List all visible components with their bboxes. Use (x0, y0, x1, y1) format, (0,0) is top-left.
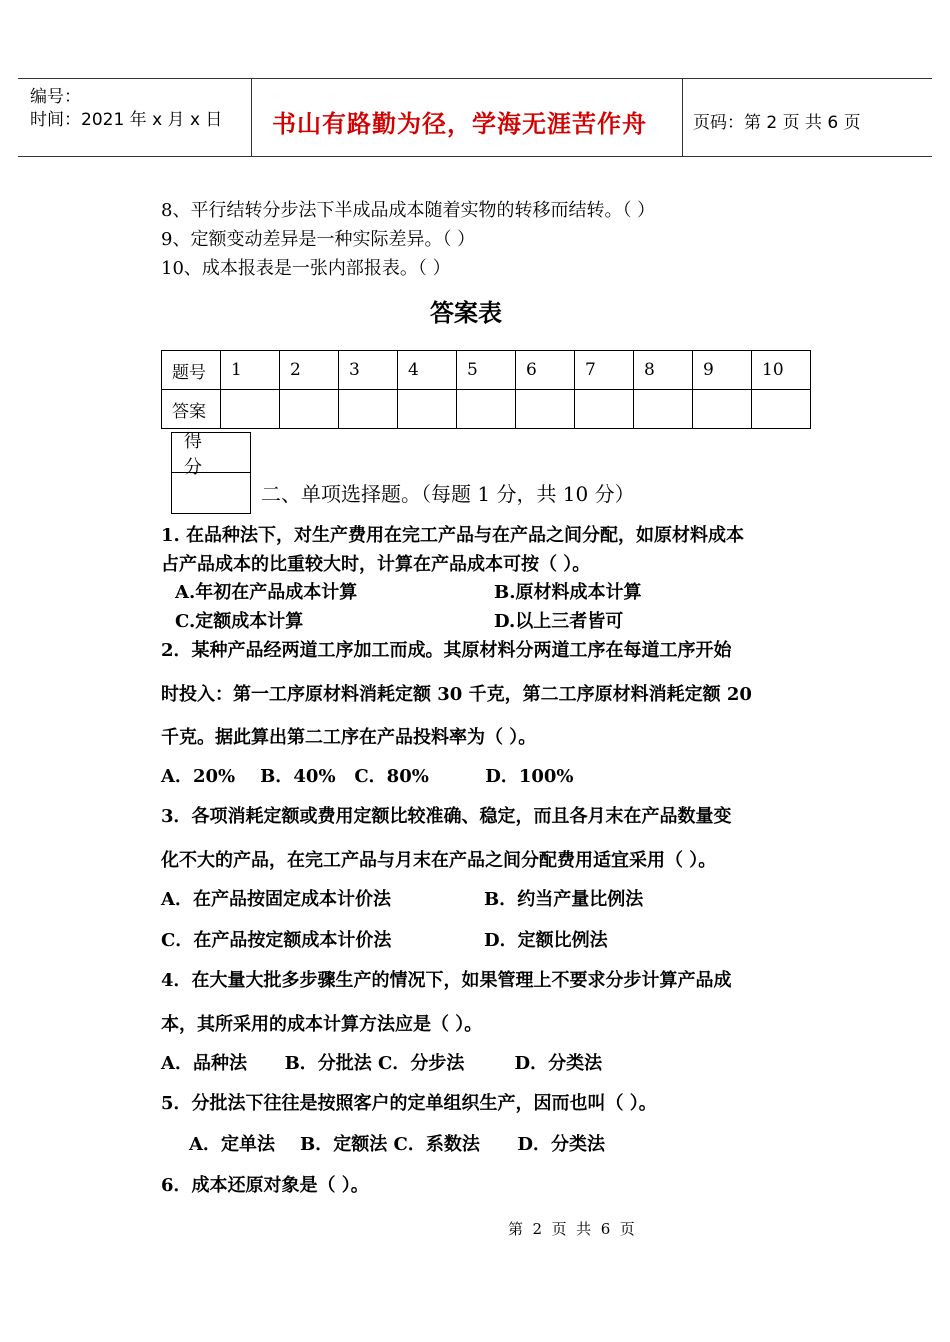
answer-cell[interactable] (398, 390, 457, 429)
q3-line2: 化不大的产品，在完工产品与月末在产品之间分配费用适宜采用（ ）。 (161, 850, 717, 871)
q3-option-a: A．在产品按固定成本计价法 (161, 889, 391, 910)
score-field[interactable] (172, 473, 250, 513)
table-number-cell: 4 (398, 351, 457, 390)
page-footer: 第 2 页 共 6 页 (508, 1220, 635, 1238)
table-number-cell: 6 (516, 351, 575, 390)
table-number-cell: 7 (575, 351, 634, 390)
section2-title: 二、单项选择题。（每题 1 分，共 10 分） (261, 482, 635, 506)
q4-line2: 本，其所采用的成本计算方法应是（ ）。 (161, 1014, 483, 1035)
answer-cell[interactable] (634, 390, 693, 429)
header-page-label: 页码：第 2 页 共 6 页 (693, 113, 861, 133)
answer-table (161, 350, 811, 429)
answer-cell[interactable] (280, 390, 339, 429)
q3-option-b: B．约当产量比例法 (484, 889, 644, 910)
header-bottom-border (18, 156, 932, 157)
answer-cell[interactable] (339, 390, 398, 429)
q1-line2: 占产品成本的比重较大时，计算在产品成本可按（ ）。 (161, 554, 591, 575)
header-divider-right (682, 78, 683, 157)
q1-option-b: B.原材料成本计算 (494, 582, 642, 603)
table-header-number: 题号 (162, 351, 221, 390)
tf-question-8: 8、平行结转分步法下半成品成本随着实物的转移而结转。（ ） (161, 200, 656, 221)
tf-question-10: 10、成本报表是一张内部报表。（ ） (161, 258, 451, 279)
table-header-answer: 答案 (162, 390, 221, 429)
q1-option-d: D.以上三者皆可 (494, 611, 624, 632)
q2-line1: 2．某种产品经两道工序加工而成。其原材料分两道工序在每道工序开始 (161, 640, 732, 661)
q2-line3: 千克。据此算出第二工序在产品投料率为（ ）。 (161, 727, 537, 748)
q3-option-c: C．在产品按定额成本计价法 (161, 930, 392, 951)
answer-cell[interactable] (457, 390, 516, 429)
answer-table-answer-row (162, 390, 811, 429)
answer-cell[interactable] (575, 390, 634, 429)
answer-cell[interactable] (752, 390, 811, 429)
tf-question-9: 9、定额变动差异是一种实际差异。（ ） (161, 229, 476, 250)
q3-line1: 3．各项消耗定额或费用定额比较准确、稳定，而且各月末在产品数量变 (161, 806, 732, 827)
header-number-label: 编号： (30, 87, 81, 107)
score-label: 得分 (172, 433, 250, 473)
header-top-border (18, 78, 932, 79)
table-number-cell: 1 (221, 351, 280, 390)
q2-line2: 时投入：第一工序原材料消耗定额 30 千克，第二工序原材料消耗定额 20 (161, 684, 752, 705)
answer-table-number-row (162, 351, 811, 390)
header-divider-left (251, 78, 252, 157)
q2-options: A．20% B．40% C．80% D．100% (161, 766, 574, 787)
header-motto: 书山有路勤为径，学海无涯苦作舟 (272, 110, 647, 138)
q1-line1: 1. 在品种法下，对生产费用在完工产品与在产品之间分配，如原材料成本 (161, 525, 745, 546)
table-number-cell: 9 (693, 351, 752, 390)
table-number-cell: 3 (339, 351, 398, 390)
q6-line1: 6．成本还原对象是（ ）。 (161, 1175, 369, 1196)
q4-options: A．品种法 B．分批法 C．分步法 D．分类法 (161, 1053, 603, 1074)
q3-option-d: D．定额比例法 (484, 930, 608, 951)
header-time-label: 时间：2021 年 x 月 x 日 (30, 110, 223, 130)
q1-option-c: C.定额成本计算 (175, 611, 304, 632)
table-number-cell: 10 (752, 351, 811, 390)
q4-line1: 4．在大量大批多步骤生产的情况下，如果管理上不要求分步计算产品成 (161, 970, 732, 991)
score-box (171, 432, 251, 514)
table-number-cell: 2 (280, 351, 339, 390)
answer-cell[interactable] (693, 390, 752, 429)
answer-cell[interactable] (221, 390, 280, 429)
answer-table-title: 答案表 (430, 299, 502, 327)
q5-line1: 5．分批法下往往是按照客户的定单组织生产，因而也叫（ ）。 (161, 1093, 657, 1114)
q5-options: A．定单法 B．定额法 C．系数法 D．分类法 (189, 1134, 606, 1155)
answer-cell[interactable] (516, 390, 575, 429)
table-number-cell: 5 (457, 351, 516, 390)
table-number-cell: 8 (634, 351, 693, 390)
q1-option-a: A.年初在产品成本计算 (175, 582, 358, 603)
